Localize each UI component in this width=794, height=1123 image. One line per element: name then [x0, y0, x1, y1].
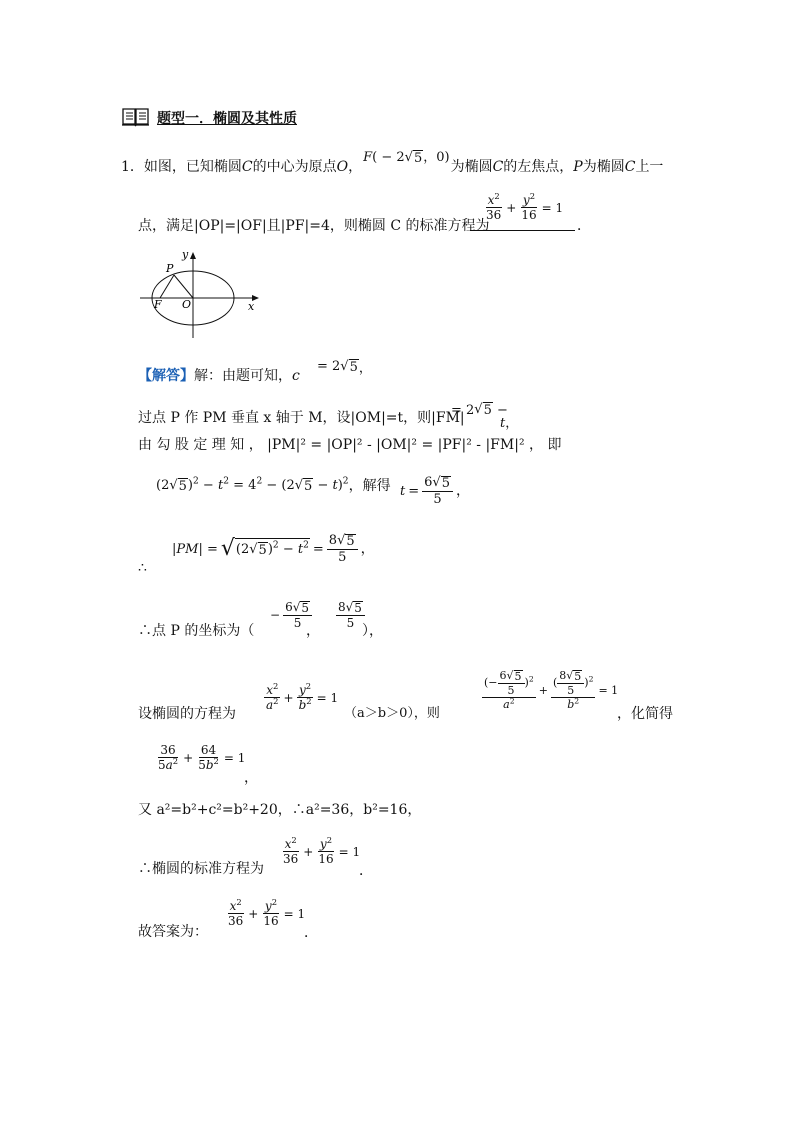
simplified-equation: $\frac{36}{5a^2}$ + $\frac{64}{5b^2}$ = 1 [158, 743, 246, 772]
problem-text: 的中心为原点 [252, 158, 337, 175]
var-P: P [573, 158, 583, 175]
solution-line-3 [138, 437, 674, 453]
final-answer-equation: $\frac{x^2}{36}$ + $\frac{y^2}{16}$ = 1 [228, 897, 306, 928]
label-y: y [182, 248, 189, 261]
solution-text: 又 a²=b²+c²=b²+20，∴a²=36，b²=16， [138, 802, 422, 818]
var-C: C [492, 158, 504, 175]
answer-equation: $\frac{x^2}{36}$ + $\frac{y^2}{16}$ = 1 [486, 191, 564, 222]
solution-tag: 【解答】 [138, 368, 194, 384]
label-F: F [154, 298, 162, 311]
problem-text: 点，满足|OP|=|OF|且|PF|=4，则椭圆 C 的标准方程为 [138, 218, 490, 234]
solution-line-10 [138, 861, 264, 877]
problem-line-2 [138, 218, 490, 234]
label-O: O [182, 298, 192, 311]
solution-text: 过点 P 作 PM 垂直 x 轴于 M，设|OM|=t，则|FM| [138, 410, 465, 426]
ellipse-general-equation: $\frac{x^2}{a^2}$ + $\frac{y^2}{b^2}$ = 1 [266, 681, 339, 712]
solution-text: ∴点 P 的坐标为（ [138, 623, 255, 639]
problem-text: 如图，已知椭圆 [143, 158, 242, 175]
solution-line-7 [138, 706, 236, 722]
problem-number: 1． [121, 158, 144, 175]
solution-line-11 [138, 924, 208, 940]
segment-PF [160, 275, 174, 298]
ellipse-diagram [138, 245, 268, 340]
p-x-coord: − 6 √ 5 5 [270, 601, 312, 629]
ellipse-condition: （a＞b＞0），则 [344, 706, 440, 721]
var-C: C [241, 158, 253, 175]
book-icon [121, 105, 151, 131]
solution-text: 设椭圆的方程为 [138, 706, 236, 722]
problem-text: 的左焦点， [503, 158, 574, 175]
label-P: P [166, 262, 174, 275]
solution-line-6 [138, 623, 254, 639]
problem-line-1 [121, 150, 664, 175]
problem-text: 为椭圆 [582, 158, 625, 175]
solution-text: 故答案为： [138, 924, 208, 940]
t-value: t = 6 √ 5 5 ， [400, 475, 470, 507]
p-y-coord: 8 √ 5 5 [336, 601, 365, 629]
solution-text: ∴椭圆的标准方程为 [138, 861, 264, 877]
problem-text: 为椭圆 [450, 158, 493, 175]
fm-t: t， [500, 416, 519, 431]
problem-text: ， [348, 158, 363, 175]
simplify-text: ，化简得 [617, 706, 673, 722]
var-C: C [624, 158, 636, 175]
solution-text: 解：由题可知， [194, 368, 292, 384]
p-coord-sep: ， [306, 623, 320, 639]
solution-text: ，解得 [348, 478, 391, 494]
label-x: x [248, 300, 255, 313]
solution-line-4 [156, 478, 391, 494]
segment-PO [174, 275, 193, 298]
section-heading [121, 105, 297, 131]
p-coord-end: ）， [362, 623, 383, 639]
standard-equation-1: $\frac{x^2}{36}$ + $\frac{y^2}{16}$ = 1 [283, 835, 361, 866]
focus-coord: F( − 2 √ 5 ，0) [363, 150, 450, 166]
var-O: O [336, 158, 349, 175]
answer-blank[interactable] [470, 190, 575, 231]
problem-text: 上一 [635, 158, 664, 175]
standard-equation-1-end: ． [359, 863, 373, 879]
solution-line-1: 【解答】 解：由题可知， c [138, 368, 300, 384]
pm-equation: |PM| = √ (2 √ 5 )$^2 - t^2$ = 8 √ 5 5 ， [172, 533, 375, 565]
substitution-equation: (− 6 √ 5 5 )$^2$ $a^2$ + ( 8 √ 5 5 )$^2$ $b^2$ = 1 [484, 669, 619, 711]
fm-value: = 2 √ 5 − [451, 402, 513, 418]
final-answer-end: ． [304, 925, 318, 941]
problem-period: ． [577, 218, 591, 234]
solution-text: 由 勾 股 定 理 知 ， |PM|² = |OP|² - |OM|² = |PF|² - |FM|² ， 即 [138, 437, 562, 453]
solution-line-9 [138, 802, 421, 818]
pythag-equation: (2 √ 5 )$^2 - t^2 = 4^2 - (2$ √ 5 − t)$^2$ [156, 476, 349, 494]
simplified-end: ， [244, 770, 258, 786]
solution-line-2 [138, 410, 465, 426]
therefore-1: ∴ [138, 560, 147, 576]
section-title: 题型一．椭圆及其性质 [157, 111, 297, 127]
c-value: = 2 √ 5 ， [317, 358, 372, 376]
ellipse-figure [138, 245, 268, 344]
solution-text: ， [360, 541, 375, 557]
solution-text: ， [456, 483, 470, 499]
